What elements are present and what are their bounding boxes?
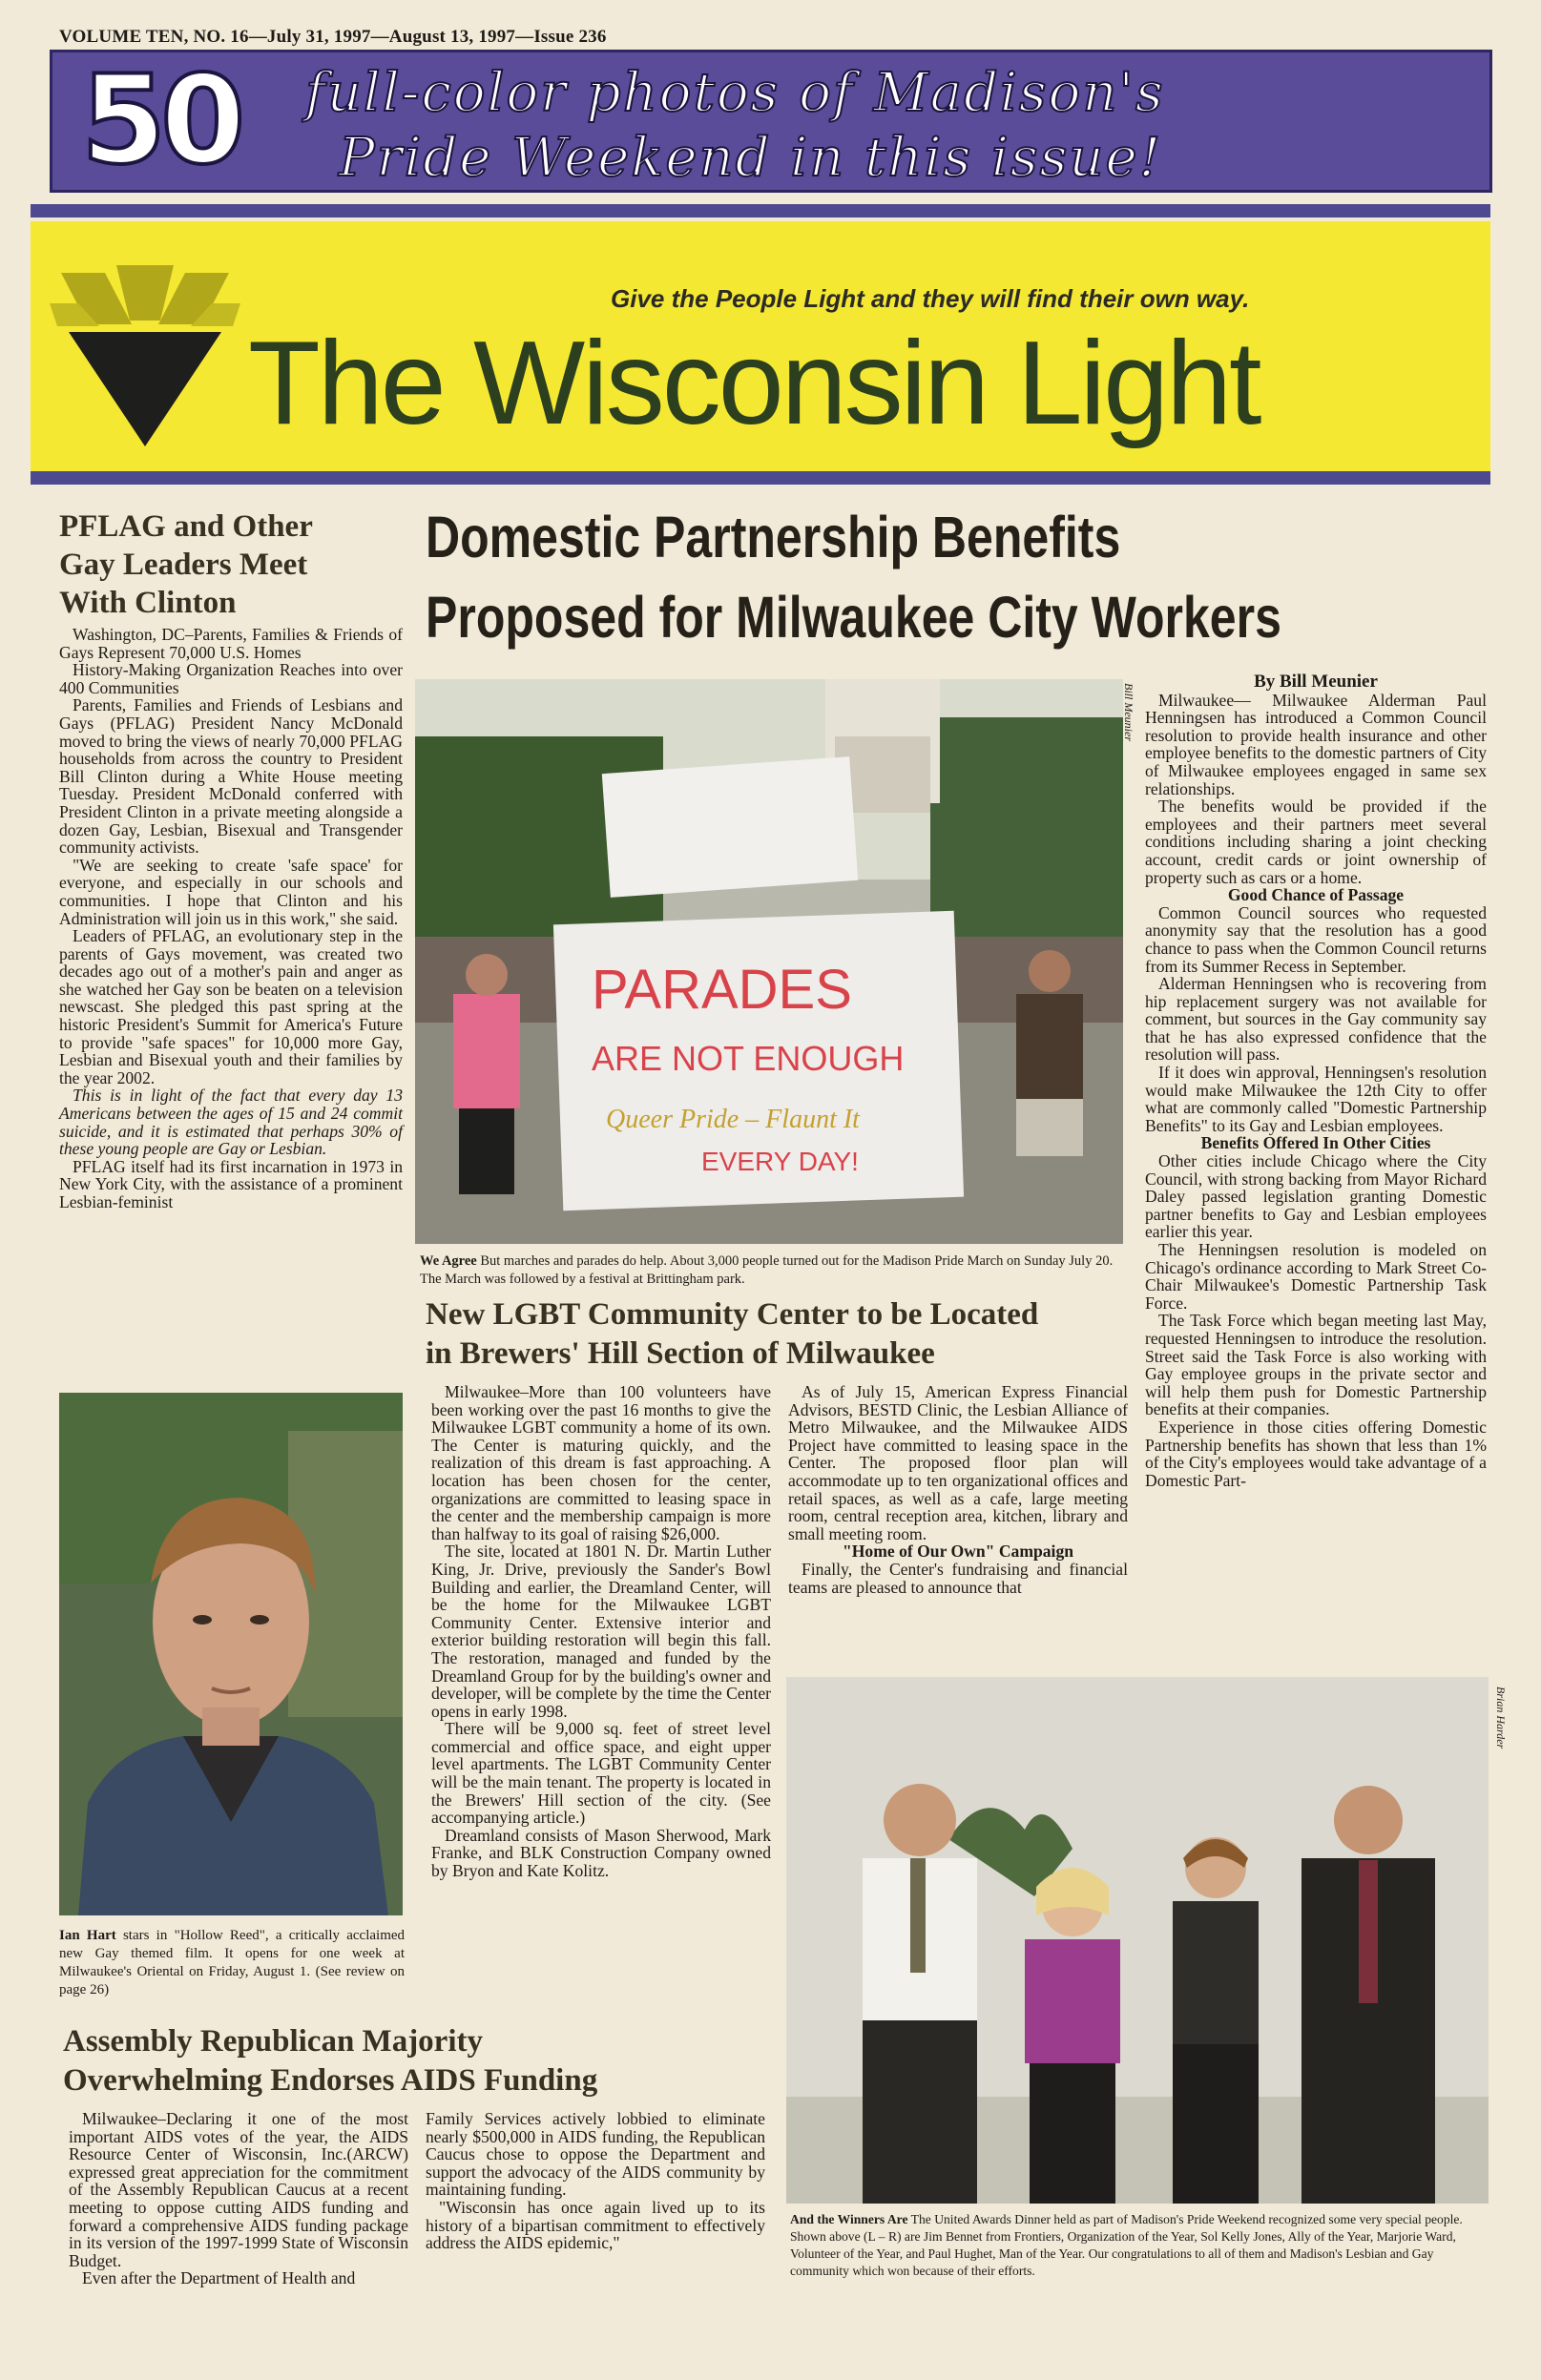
domestic-paragraph: Milwaukee— Milwaukee Alderman Paul Henningsen has introduced a Common Council resolution to provide health insurance and other employee benefits to the domestic partners of City of Milwaukee employees engaged in same sex relationships. bbox=[1145, 690, 1487, 798]
lgbt-center-paragraph: As of July 15, American Express Financial Advisors, BESTD Clinic, the Lesbian Alliance of Metro Milwaukee, and the Milwaukee AIDS Project have committed to leasing space in the Center. The proposed floor plan will accommodate up to ten organizational offices and retail spaces, as well as a cafe, large meeting room, central reception area, kitchen, library and small meeting room. bbox=[788, 1382, 1128, 1543]
masthead-tagline: Give the People Light and they will find their own way. bbox=[611, 284, 1250, 313]
aids-headline bbox=[63, 2022, 769, 2101]
ian-hart-caption-text: stars in "Hollow Reed", a critically acclaimed new Gay themed film. It opens for one week at Milwaukee's Oriental on Friday, August 1. (See review on page 26) bbox=[59, 1928, 406, 1997]
pflag-dateline: Washington, DC–Parents, Families & Friends of Gays Represent 70,000 U.S. Homes bbox=[59, 625, 403, 662]
pride-march-image bbox=[415, 679, 1123, 1244]
aids-paragraph: "Wisconsin has once again lived up to its history of a bipartisan commitment to effectively address the AIDS epidemic," bbox=[426, 2197, 765, 2253]
banner-line-1: full-color photos of Madison's bbox=[305, 62, 1165, 124]
pflag-headline-line-3: With Clinton bbox=[59, 586, 237, 620]
lgbt-center-paragraph: The site, located at 1801 N. Dr. Martin Luther King, Jr. Drive, previously the Sander's Bowl Building and earlier, the Dreamland Center, will be the home for the Milwaukee LGBT Community Center. Extensive interior and exterior building restoration will begin this fall. The restoration, managed and funded by the Dreamland Group for by the building's owner and developer, will be complete by the time the Center opens in early 1998. bbox=[431, 1542, 771, 1721]
aids-headline-line-1: Assembly Republican Majority bbox=[63, 2024, 483, 2059]
lgbt-center-paragraph: Dreamland consists of Mason Sherwood, Mark Franke, and BLK Construction Company owned by Bryon and Kate Kolitz. bbox=[431, 1825, 771, 1881]
lgbt-center-headline-line-1: New LGBT Community Center to be Located bbox=[426, 1297, 1039, 1332]
winners-caption-text: The United Awards Dinner held as part of Madison's Pride Weekend recognized some very special people. Shown above (L – R) are Jim Bennet from Frontiers, Organization of the Year, Sol Kelly Jones, Ally of the Year, Marjorie Ward, Volunteer of the Year, and Paul Hughet, Man of the Year. Our congratulations to all of them and Madison's Lesbian and Gay community which won because of their efforts. bbox=[790, 2212, 1463, 2278]
ian-hart-photo bbox=[59, 1393, 403, 1915]
domestic-subhead-passage: Good Chance of Passage bbox=[1227, 885, 1405, 905]
aids-paragraph: Even after the Department of Health and bbox=[82, 2268, 356, 2288]
pflag-paragraph: "We are seeking to create 'safe space' for everyone, and especially in our schools and communities. I hope that Clinton and his Administration will join us in this work," she said. bbox=[59, 855, 403, 928]
pflag-paragraph: Parents, Families and Friends of Lesbians and Gays (PFLAG) President Nancy McDonald moved to bring the views of nearly 70,000 PFLAG households from across the country to President Bill Clinton during a White House meeting Tuesday. President McDonald conferred with President Clinton in a private meeting alongside a dozen Gay, Lesbian, Bisexual and Transgender community activists. bbox=[59, 695, 403, 858]
parade-sign-line-1: PARADES bbox=[592, 959, 852, 1021]
banner-line-2: Pride Weekend in this issue! bbox=[339, 127, 1163, 189]
parade-sign-line-3: Queer Pride – Flaunt It bbox=[606, 1105, 860, 1134]
domestic-paragraph: The Henningsen resolution is modeled on Chicago's ordinance according to Mark Street Co-Chair Milwaukee's Domestic Partnership Task Force. bbox=[1145, 1240, 1487, 1313]
lgbt-center-paragraph: There will be 9,000 sq. feet of street level commercial and office space, and eight upper level apartments. The LGBT Community Center will be the main tenant. The property is located in the Brewers' Hill section of the city. (See accompanying article.) bbox=[431, 1719, 771, 1828]
domestic-headline-line-1: Domestic Partnership Benefits bbox=[426, 505, 1121, 569]
lgbt-center-column-1 bbox=[431, 1383, 771, 1880]
domestic-subhead-cities: Benefits Offered In Other Cities bbox=[1200, 1133, 1431, 1153]
domestic-paragraph: Experience in those cities offering Domestic Partnership benefits has shown that less than 1% of the City's employees would take advantage of a Domestic Part- bbox=[1145, 1417, 1487, 1490]
ian-hart-caption-lead: Ian Hart bbox=[59, 1928, 116, 1943]
lgbt-center-paragraph: Milwaukee–More than 100 volunteers have been working over the past 16 months to give the Milwaukee LGBT community a home of its own. The Center is maturing quickly, and the realization of this dream is fast approaching. A location has been chosen for the center, organizations are committed to leasing space in the center and the membership campaign is more than halfway to its goal of raising $26,000. bbox=[431, 1382, 771, 1543]
domestic-article-body bbox=[1145, 673, 1487, 1489]
parade-photo-credit: Bill Meunier bbox=[1122, 683, 1135, 741]
issue-line: VOLUME TEN, NO. 16—July 31, 1997—August 13, 1997—Issue 236 bbox=[59, 27, 607, 47]
aids-headline-line-2: Overwhelming Endorses AIDS Funding bbox=[63, 2063, 598, 2098]
domestic-paragraph: Alderman Henningsen who is recovering from hip replacement surgery was not available for comment, but sources in the Gay community say that he has also expressed confidence that the resolution will pass. bbox=[1145, 974, 1487, 1065]
ian-hart-caption bbox=[59, 1927, 405, 1999]
winners-photo-credit: Brian Harder bbox=[1494, 1687, 1508, 1749]
masthead-top-rule bbox=[31, 204, 1490, 217]
winners-caption bbox=[790, 2211, 1490, 2280]
pflag-paragraph: This is in light of the fact that every day 13 Americans between the ages of 15 and 24 commit suicide, and it is estimated that perhaps 30% of these young people are Gay or Lesbian. bbox=[59, 1086, 403, 1159]
lgbt-center-subhead: "Home of Our Own" Campaign bbox=[842, 1542, 1074, 1562]
pflag-headline-line-2: Gay Leaders Meet bbox=[59, 548, 308, 582]
ian-hart-portrait-image bbox=[59, 1393, 403, 1915]
parade-sign-line-2: ARE NOT ENOUGH bbox=[592, 1039, 905, 1078]
domestic-paragraph: Other cities include Chicago where the City Council, with strong backing from Mayor Richard Daley passed legislation granting Domestic partner benefits to Gay and Lesbian employees earlier this year. bbox=[1145, 1151, 1487, 1242]
lgbt-center-paragraph: Finally, the Center's fundraising and financial teams are pleased to announce that bbox=[788, 1559, 1128, 1597]
parade-caption bbox=[420, 1252, 1122, 1289]
domestic-paragraph: Common Council sources who requested anonymity say that the resolution has a good chance to pass when the Common Council returns from its Summer Recess in September. bbox=[1145, 902, 1487, 976]
pflag-paragraph: History-Making Organization Reaches into over 400 Communities bbox=[59, 660, 403, 697]
aids-column-1 bbox=[69, 2110, 408, 2287]
domestic-byline: By Bill Meunier bbox=[1254, 672, 1378, 692]
winners-photo bbox=[786, 1677, 1489, 2204]
domestic-paragraph: The Task Force which began meeting last May, requested Henningsen to introduce the resolution. Street said the Task Force is also working with Gay employee groups in the private sector and will help them push for Domestic Partnership benefits at their companies. bbox=[1145, 1311, 1487, 1419]
light-logo-icon bbox=[50, 265, 240, 456]
photo-count-banner bbox=[50, 50, 1492, 193]
parade-sign-line-4: EVERY DAY! bbox=[701, 1147, 859, 1176]
masthead-title: The Wisconsin Light bbox=[248, 318, 1260, 449]
pflag-article-body bbox=[59, 626, 403, 1211]
parade-caption-text: But marches and parades do help. About 3,000 people turned out for the Madison Pride March on Sunday July 20. The March was followed by a festival at Brittingham park. bbox=[420, 1253, 1114, 1287]
aids-paragraph: Milwaukee–Declaring it one of the most important AIDS votes of the year, the AIDS Resource Center of Wisconsin, Inc.(ARCW) expressed great appreciation for the commitment of the Assembly Republican Caucus at a recent meeting to oppose cutting AIDS funding and forward a comprehensive AIDS funding package in its version of the 1997-1999 State of Wisconsin Budget. bbox=[69, 2109, 408, 2270]
domestic-headline-line-2: Proposed for Milwaukee City Workers bbox=[426, 585, 1281, 650]
masthead bbox=[31, 221, 1490, 485]
winners-image bbox=[786, 1677, 1489, 2204]
aids-column-2 bbox=[426, 2110, 765, 2252]
winners-caption-lead: And the Winners Are bbox=[790, 2212, 908, 2226]
lgbt-center-headline-line-2: in Brewers' Hill Section of Milwaukee bbox=[426, 1336, 935, 1371]
pflag-headline-line-1: PFLAG and Other bbox=[59, 509, 313, 544]
banner-number: 50 bbox=[81, 50, 240, 192]
pflag-paragraph: PFLAG itself had its first incarnation in 1973 in New York City, with the assistance of a prominent Lesbian-feminist bbox=[59, 1156, 403, 1211]
lgbt-center-column-2 bbox=[788, 1383, 1128, 1596]
aids-paragraph: Family Services actively lobbied to eliminate nearly $500,000 in AIDS funding, the Republican Caucus chose to oppose the Department and support the advocacy of the AIDS community by maintaining funding. bbox=[426, 2109, 765, 2200]
pflag-headline bbox=[59, 507, 384, 622]
lgbt-center-headline bbox=[426, 1295, 1132, 1374]
pflag-paragraph: Leaders of PFLAG, an evolutionary step in the parents of Gays movement, was created two decades ago out of a mother's pain and anger as she watched her Gay son be beaten on a television newscast. She pledged this past spring at the historic President's Summit for America's Future to provide "safe spaces" for 10,000 more Gay, Lesbian and Bisexual youth and their families by the year 2002. bbox=[59, 926, 403, 1087]
domestic-paragraph: If it does win approval, Henningsen's resolution would make Milwaukee the 12th City to offer what are commonly called "Domestic Partnership Benefits" to its Gay and Lesbian employees. bbox=[1145, 1063, 1487, 1135]
domestic-paragraph: The benefits would be provided if the employees and their partners meet several conditions including sharing a joint checking account, credit cards or joint ownership of property such as cars or a home. bbox=[1145, 797, 1487, 887]
pride-march-photo bbox=[415, 679, 1123, 1244]
parade-caption-lead: We Agree bbox=[420, 1253, 477, 1269]
